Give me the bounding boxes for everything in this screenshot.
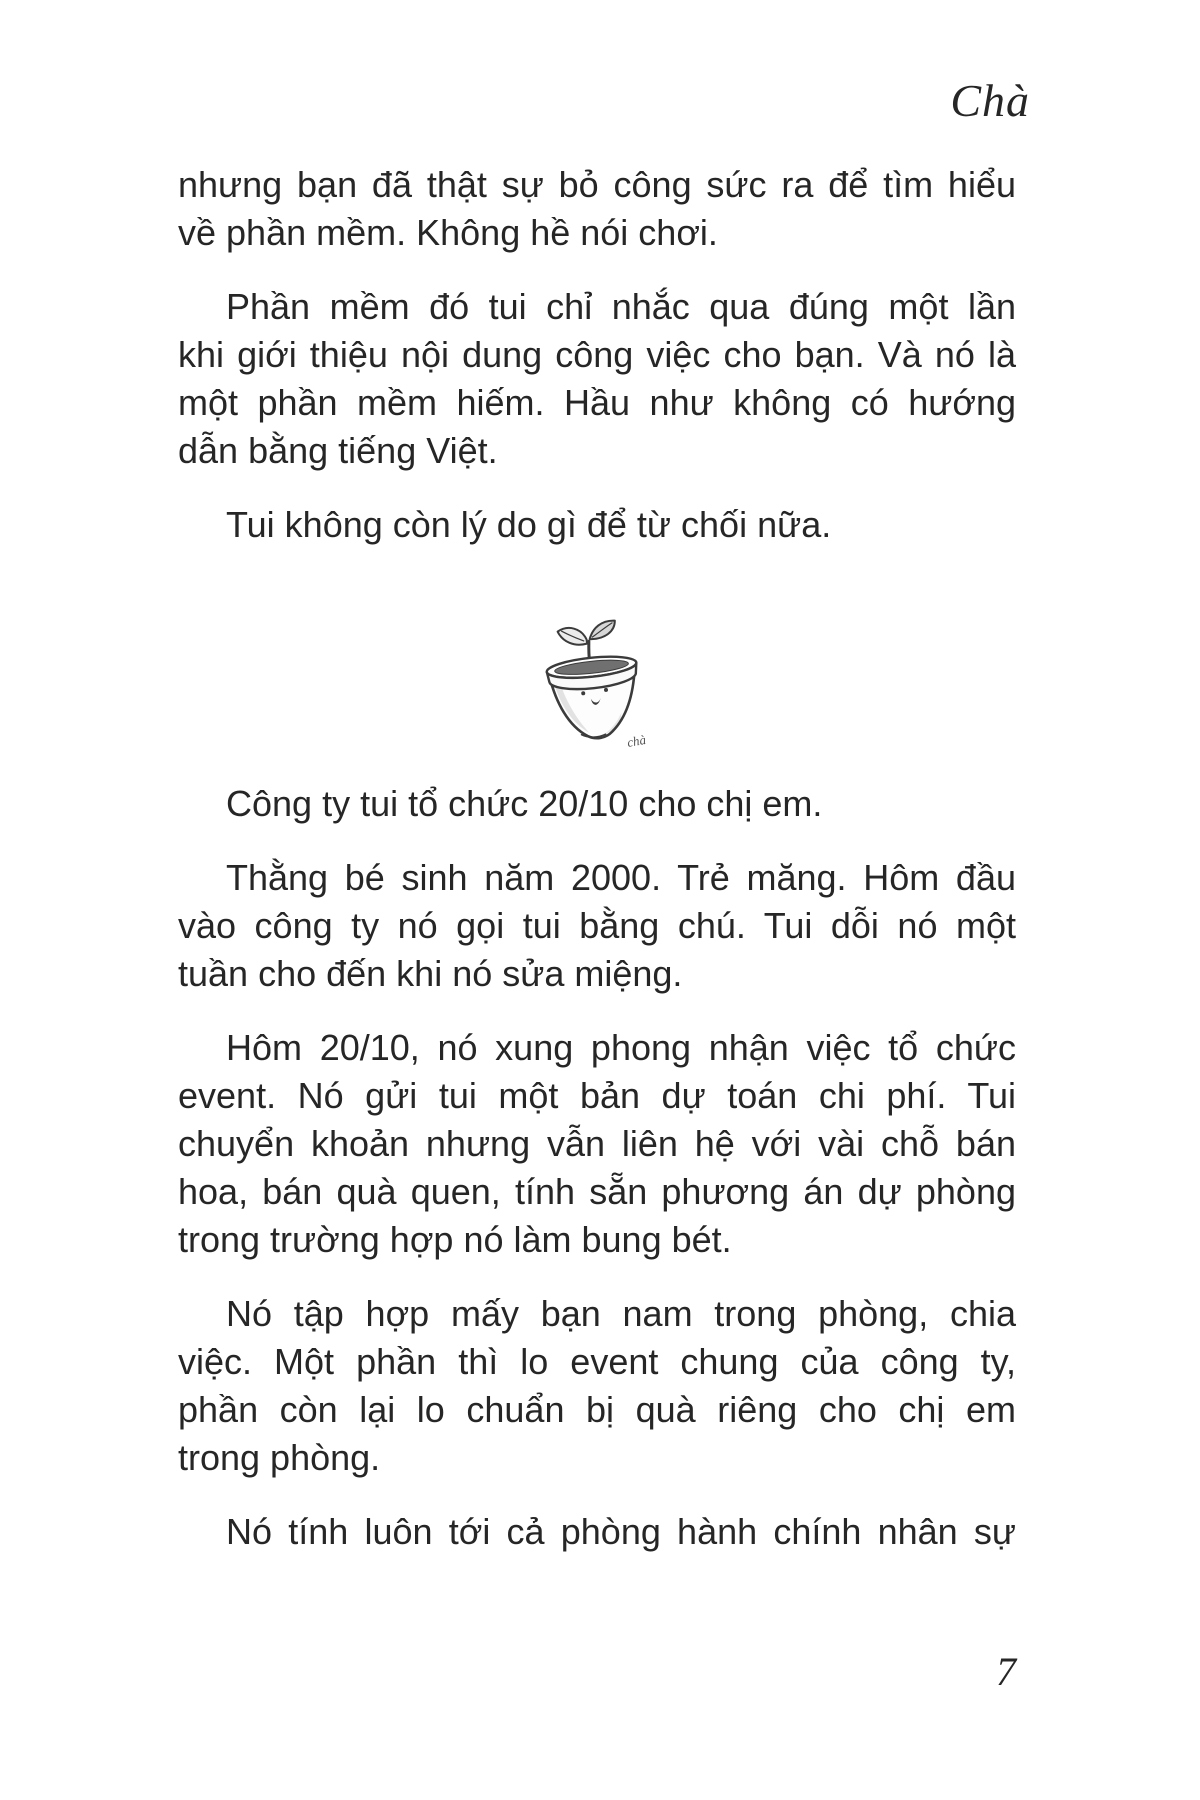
text-line: nhưng bạn đã thật sự bỏ công sức ra để tìm hiểu — [178, 164, 1016, 205]
text-line: vào công ty nó gọi tui bằng chú. Tui dỗi nó một — [178, 905, 1016, 946]
text-line: trong phòng. — [178, 1437, 381, 1478]
text-line: hoa, bán quà quen, tính sẵn phương án dự phòng — [178, 1171, 1016, 1212]
illustration-block — [178, 595, 1016, 770]
text-line: Nó tập hợp mấy bạn nam trong phòng, chia — [226, 1293, 1016, 1334]
paragraph — [178, 1290, 1016, 1482]
paragraph — [178, 780, 1016, 828]
text-line: một phần mềm hiếm. Hầu như không có hướng — [178, 382, 1016, 423]
text-line: Nó tính luôn tới cả phòng hành chính nhân sự — [226, 1511, 1016, 1552]
text-line: phần còn lại lo chuẩn bị quà riêng cho chị em — [178, 1389, 1016, 1430]
text-line: Thằng bé sinh năm 2000. Trẻ măng. Hôm đầu — [226, 857, 1016, 898]
text-line: về phần mềm. Không hề nói chơi. — [178, 212, 718, 253]
text-line: Hôm 20/10, nó xung phong nhận việc tổ chức — [226, 1027, 1016, 1068]
paragraph — [178, 1024, 1016, 1264]
text-line: event. Nó gửi tui một bản dự toán chi phí. Tui — [178, 1075, 1016, 1116]
paragraph — [178, 283, 1016, 475]
text-line: trong trường hợp nó làm bung bét. — [178, 1219, 732, 1260]
paragraph — [178, 1508, 1016, 1556]
text-line: khi giới thiệu nội dung công việc cho bạn. Và nó là — [178, 334, 1016, 375]
paragraph — [178, 501, 1016, 549]
text-line: tuần cho đến khi nó sửa miệng. — [178, 953, 683, 994]
text-line: chuyển khoản nhưng vẫn liên hệ với vài chỗ bán — [178, 1123, 1016, 1164]
page-number: 7 — [996, 1649, 1016, 1694]
text-line: việc. Một phần thì lo event chung của công ty, — [178, 1341, 1016, 1382]
flower-pot-illustration — [532, 595, 662, 770]
illustration-signature: chà — [625, 731, 648, 750]
text-column — [178, 161, 1016, 1582]
paragraph — [178, 854, 1016, 998]
text-line: dẫn bằng tiếng Việt. — [178, 430, 498, 471]
text-line: Phần mềm đó tui chỉ nhắc qua đúng một lần — [226, 286, 1016, 327]
paragraph — [178, 161, 1016, 257]
text-line: Công ty tui tổ chức 20/10 cho chị em. — [226, 783, 823, 824]
running-header: Chà — [950, 75, 1030, 126]
text-line: Tui không còn lý do gì để từ chối nữa. — [226, 504, 832, 545]
